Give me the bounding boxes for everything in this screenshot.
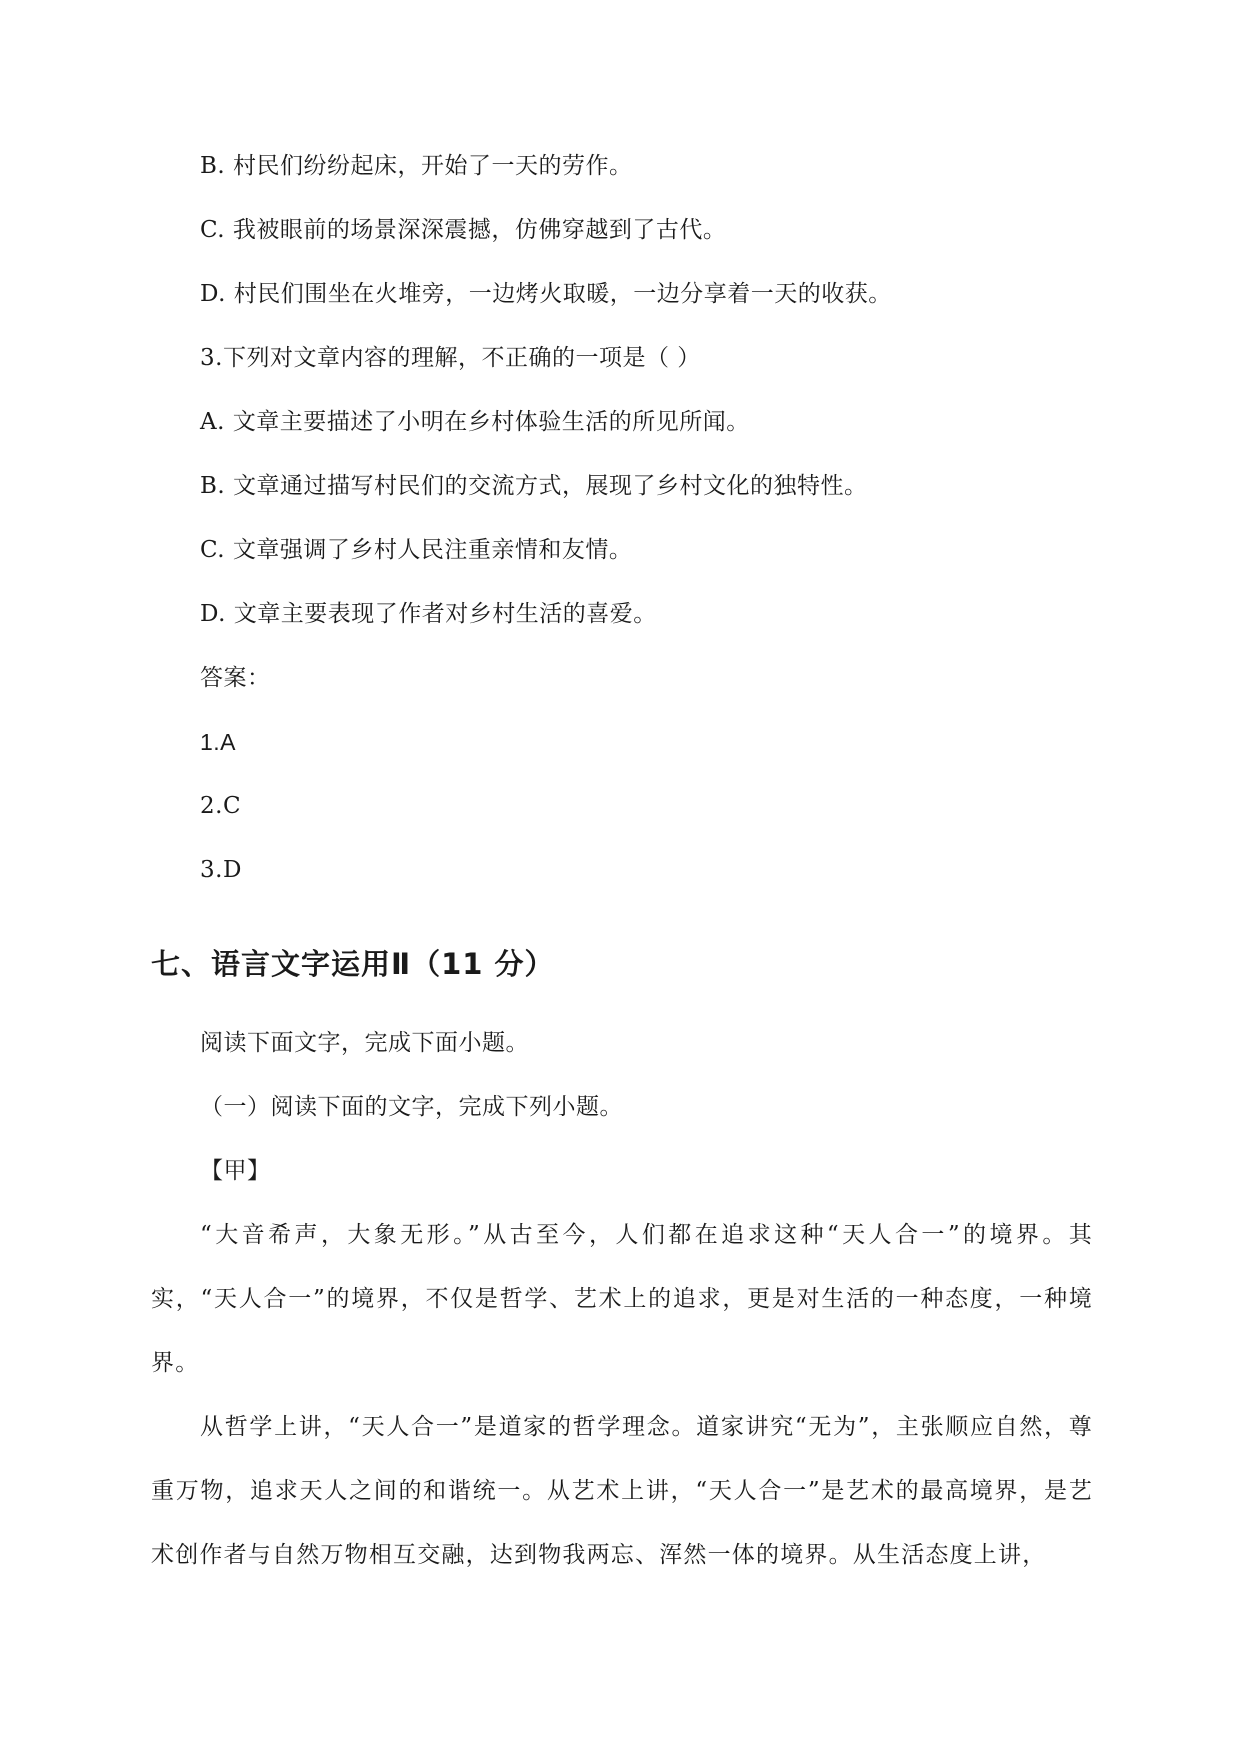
part-label: 【甲】 [200,1158,271,1184]
q3-stem: 3.下列对文章内容的理解，不正确的一项是（ ） [200,345,701,371]
paragraph-1: “大音希声，大象无形。”从古至今，人们都在追求这种“天人合一”的境界。其实，“天人合一”的境界，不仅是哲学、艺术上的追求，更是对生活的一种态度，一种境界。 [151,1222,1093,1376]
section-intro: 阅读下面文字，完成下面小题。 [200,1030,529,1056]
q2-option-c: C. 我被眼前的场景深深震撼，仿佛穿越到了古代。 [200,217,727,243]
sub-intro: （一）阅读下面的文字，完成下列小题。 [200,1094,623,1120]
answer-2: 2.C [200,793,242,819]
q3-option-a: A. 文章主要描述了小明在乡村体验生活的所见所闻。 [200,409,750,435]
section-heading: 七、语言文字运用Ⅱ（11 分） [151,947,555,981]
q3-option-c: C. 文章强调了乡村人民注重亲情和友情。 [200,537,633,563]
q2-option-d: D. 村民们围坐在火堆旁，一边烤火取暖，一边分享着一天的收获。 [200,281,892,307]
answers-label: 答案： [200,665,271,691]
paragraph-2: 从哲学上讲，“天人合一”是道家的哲学理念。道家讲究“无为”，主张顺应自然，尊重万物，追求天人之间的和谐统一。从艺术上讲，“天人合一”是艺术的最高境界，是艺术创作者与自然万物相互交融，达到物我两忘、浑然一体的境界。从生活态度上讲， [151,1414,1093,1568]
q3-option-b: B. 文章通过描写村民们的交流方式，展现了乡村文化的独特性。 [200,473,868,499]
answer-1: 1.A [200,729,237,755]
q2-option-b: B. 村民们纷纷起床，开始了一天的劳作。 [200,153,633,179]
q3-option-d: D. 文章主要表现了作者对乡村生活的喜爱。 [200,601,657,627]
answer-3: 3.D [200,857,242,883]
